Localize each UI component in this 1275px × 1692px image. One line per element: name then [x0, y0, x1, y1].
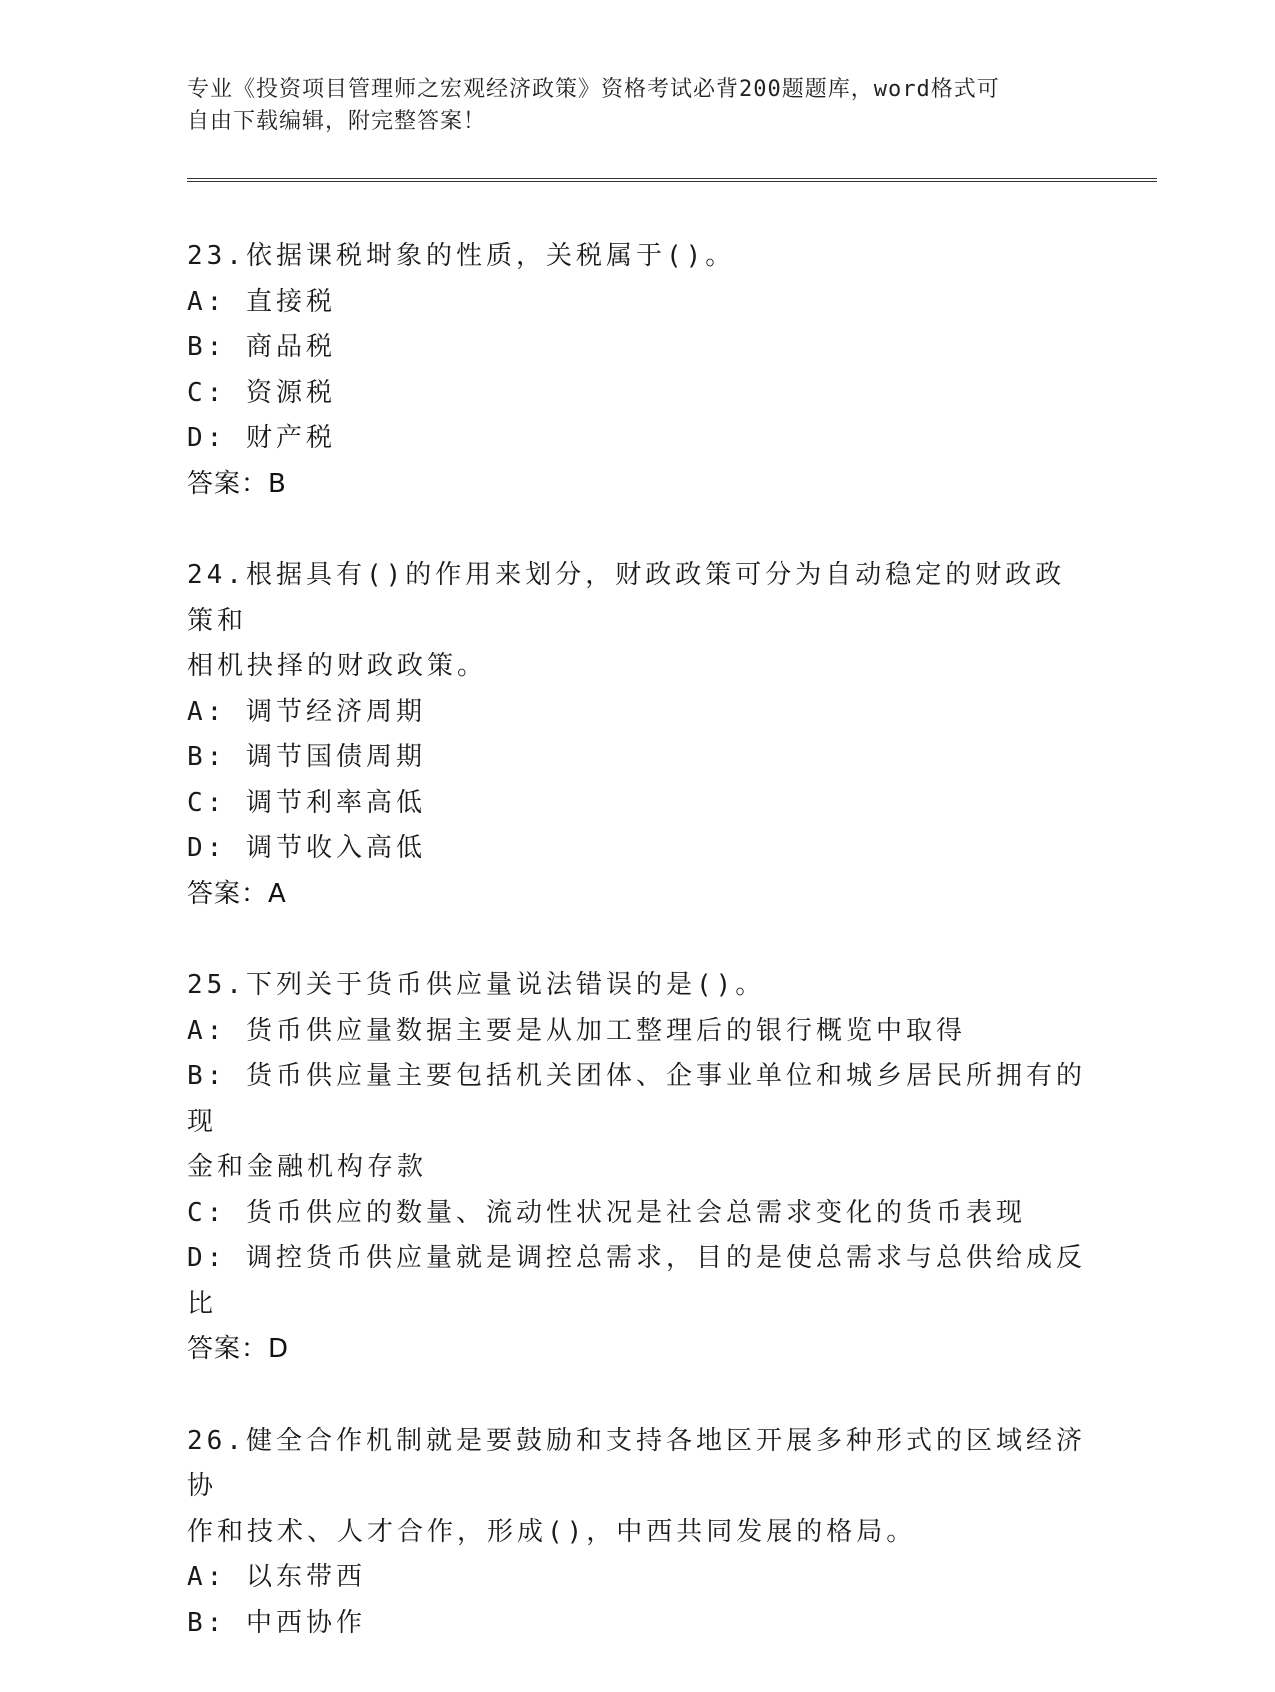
option-c: C: 调节利率高低: [187, 787, 426, 818]
header-divider: [187, 178, 1157, 182]
option-d: D: 财产税: [187, 423, 336, 453]
question-stem: 26.健全合作机制就是要鼓励和支持各地区开展多种形式的区域经济协: [187, 1425, 1086, 1501]
option-c: C: 资源税: [187, 377, 336, 408]
header-line-2: 自由下载编辑，附完整答案！: [187, 109, 487, 134]
option-a: A: 调节经济周期: [187, 696, 426, 727]
option-b: B: 调节国债周期: [187, 742, 426, 772]
question-stem: 23.依据课税埘象的性质，关税属于()。: [187, 241, 736, 271]
question-stem-continued: 相机抉择的财政政策。: [187, 651, 488, 681]
option-a: A: 货币供应量数据主要是从加工整理后的银行概览中取得: [187, 1015, 966, 1046]
answer: 答案：B: [187, 468, 287, 499]
question-stem-continued: 作和技术、人才合作，形成()，中西共同发展的格局。: [187, 1516, 917, 1547]
document-header: [187, 74, 1067, 138]
option-d: D: 调节收入高低: [187, 833, 426, 863]
question-24: [187, 553, 1087, 917]
option-b: B: 中西协作: [187, 1607, 366, 1638]
option-b: B: 商品税: [187, 332, 336, 362]
question-26: [187, 1419, 1087, 1647]
option-a: A: 以东带西: [187, 1562, 366, 1592]
header-line-1: 专业《投资项目管理师之宏观经济政策》资格考试必背200题题库，word格式可: [187, 77, 1000, 102]
option-b-continued: 金和金融机构存款: [187, 1152, 428, 1182]
question-23: [187, 234, 1087, 507]
answer: 答案：D: [187, 1334, 290, 1364]
question-list: [187, 234, 1087, 1692]
option-b: B: 货币供应量主要包括机关团体、企事业单位和城乡居民所拥有的现: [187, 1061, 1086, 1137]
question-stem: 24.根据具有()的作用来划分，财政政策可分为自动稳定的财政政策和: [187, 560, 1066, 636]
option-a: A: 直接税: [187, 286, 336, 317]
option-d: D: 调控货币供应量就是调控总需求，目的是使总需求与总供给成反比: [187, 1243, 1086, 1319]
question-stem: 25.下列关于货币供应量说法错误的是()。: [187, 970, 766, 1000]
option-c: C: 货币供应的数量、流动性状况是社会总需求变化的货币表现: [187, 1197, 1026, 1228]
question-25: [187, 963, 1087, 1373]
answer: 答案：A: [187, 878, 287, 909]
